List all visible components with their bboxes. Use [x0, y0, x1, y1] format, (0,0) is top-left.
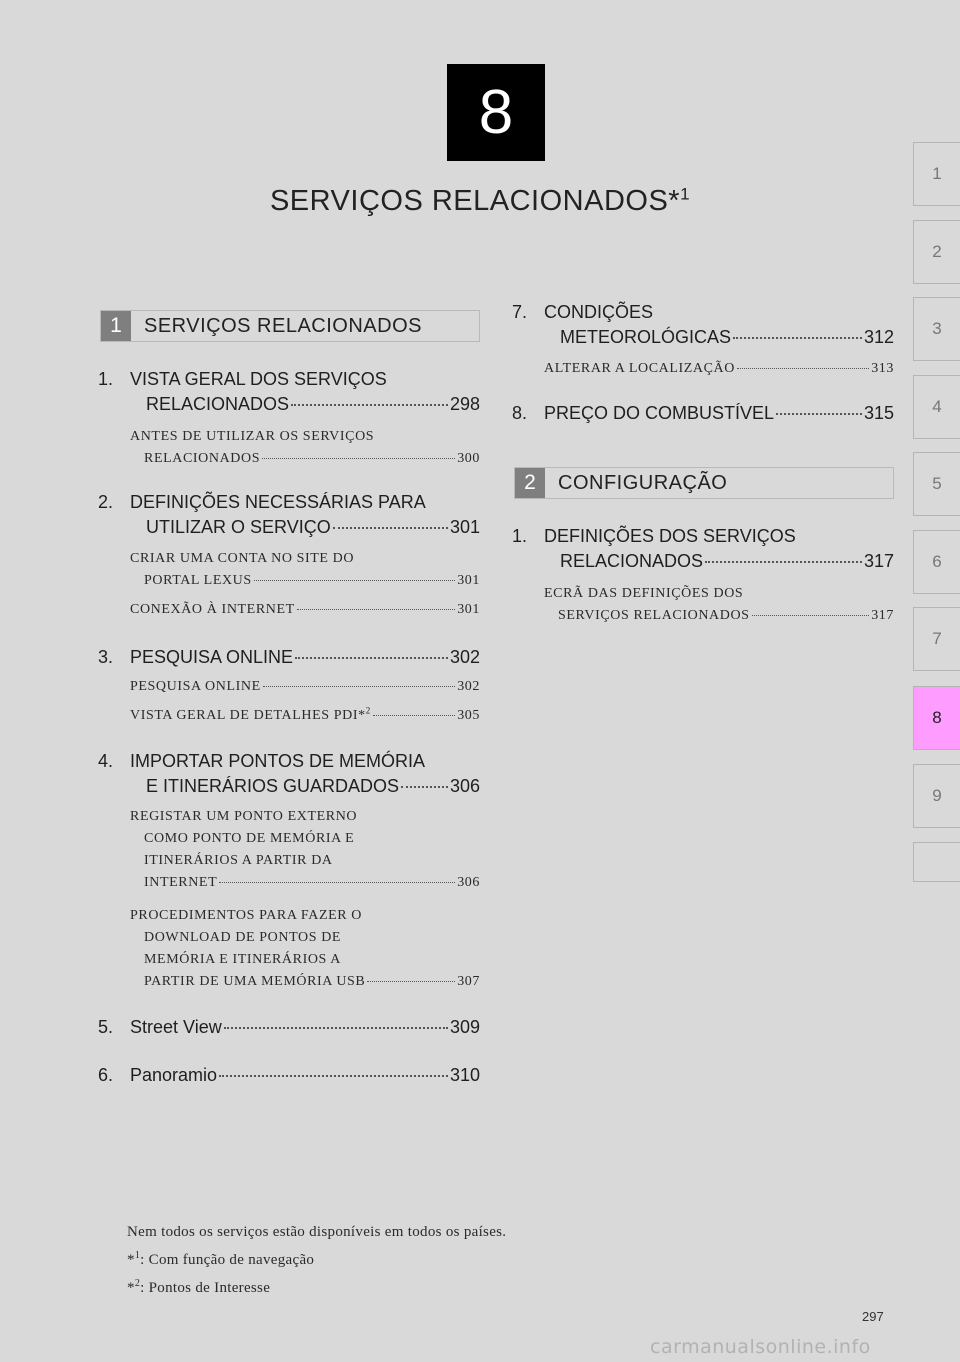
availability-note: Nem todos os serviços estão disponíveis em todos os países.	[127, 1224, 507, 1240]
leader-dots	[219, 882, 455, 883]
leader-dots	[224, 1027, 448, 1029]
leader-dots	[367, 981, 455, 982]
toc-entry[interactable]: 4. IMPORTAR PONTOS DE MEMÓRIA E ITINERÁRIOS GUARDADOS 306	[98, 749, 480, 799]
tab-3[interactable]: 3	[913, 297, 960, 361]
tab-blank	[913, 842, 960, 882]
toc-entry[interactable]: 5. Street View 309	[98, 1015, 480, 1040]
toc-subentry[interactable]: CONEXÃO À INTERNET 301	[130, 602, 480, 617]
leader-dots	[776, 413, 862, 415]
toc-entry[interactable]: 6. Panoramio 310	[98, 1063, 480, 1088]
toc-page: 310	[449, 1065, 480, 1085]
toc-subentry[interactable]: CRIAR UMA CONTA NO SITE DO PORTAL LEXUS 301	[130, 551, 480, 588]
section-header-2	[514, 467, 894, 499]
footnote-2: *$^2$: Pontos de Interesse	[127, 1278, 271, 1296]
toc-page: 306	[449, 776, 480, 796]
leader-dots	[295, 657, 448, 659]
leader-dots	[263, 686, 455, 687]
toc-subentry[interactable]: ALTERAR A LOCALIZAÇÃO 313	[544, 361, 894, 376]
section-header-1	[100, 310, 480, 342]
leader-dots	[254, 580, 455, 581]
toc-page: 312	[863, 327, 894, 347]
section-label: CONFIGURAÇÃO	[558, 471, 728, 494]
leader-dots	[219, 1075, 448, 1077]
toc-subentry[interactable]: PESQUISA ONLINE 302	[130, 679, 480, 694]
tab-7[interactable]: 7	[913, 607, 960, 671]
toc-page: 315	[863, 403, 894, 423]
toc-page: 298	[449, 394, 480, 414]
toc-entry[interactable]: 2. DEFINIÇÕES NECESSÁRIAS PARA UTILIZAR O SERVIÇO 301	[98, 490, 480, 540]
leader-dots	[401, 786, 448, 788]
toc-entry[interactable]: 7. CONDIÇÕES METEOROLÓGICAS 312	[512, 300, 894, 350]
leader-dots	[733, 337, 862, 339]
tab-5[interactable]: 5	[913, 452, 960, 516]
footnote-1: *$^1$: Com função de navegação	[127, 1250, 315, 1268]
leader-dots	[333, 527, 448, 529]
tab-2[interactable]: 2	[913, 220, 960, 284]
page-number: 297	[862, 1309, 884, 1324]
leader-dots	[262, 458, 455, 459]
watermark: carmanualsonline.info	[650, 1336, 871, 1358]
toc-subentry[interactable]: VISTA GERAL DE DETALHES PDI*$^2$ 305	[130, 705, 480, 723]
section-number: 1	[101, 311, 131, 341]
toc-entry[interactable]: 1. DEFINIÇÕES DOS SERVIÇOS RELACIONADOS 317	[512, 524, 894, 574]
tab-8[interactable]: 8	[913, 686, 960, 750]
toc-page: 302	[449, 647, 480, 667]
toc-entry[interactable]: 8. PREÇO DO COMBUSTÍVEL 315	[512, 401, 894, 426]
toc-page: 301	[449, 517, 480, 537]
leader-dots	[752, 615, 870, 616]
tab-9[interactable]: 9	[913, 764, 960, 828]
leader-dots	[705, 561, 862, 563]
leader-dots	[737, 368, 869, 369]
chapter-number-box	[447, 64, 545, 161]
tab-4[interactable]: 4	[913, 375, 960, 439]
toc-page: 317	[863, 551, 894, 571]
section-number: 2	[515, 468, 545, 498]
footnotes	[127, 1218, 506, 1302]
toc-page: 309	[449, 1017, 480, 1037]
tab-1[interactable]: 1	[913, 142, 960, 206]
toc-subentry[interactable]: REGISTAR UM PONTO EXTERNO COMO PONTO DE MEMÓRIA E ITINERÁRIOS A PARTIR DA INTERNET 306	[130, 809, 480, 890]
toc-subentry[interactable]: ECRÃ DAS DEFINIÇÕES DOS SERVIÇOS RELACIONADOS 317	[544, 586, 894, 623]
leader-dots	[291, 404, 448, 406]
tab-6[interactable]: 6	[913, 530, 960, 594]
chapter-number: 8	[478, 78, 514, 147]
toc-entry[interactable]: 3. PESQUISA ONLINE 302	[98, 645, 480, 670]
leader-dots	[373, 715, 455, 716]
chapter-title: SERVIÇOS RELACIONADOS*$^1$	[269, 184, 691, 217]
section-label: SERVIÇOS RELACIONADOS	[144, 314, 422, 337]
toc-subentry[interactable]: PROCEDIMENTOS PARA FAZER O DOWNLOAD DE PONTOS DE MEMÓRIA E ITINERÁRIOS A PARTIR DE UMA MEMÓRIA USB 307	[130, 908, 480, 989]
leader-dots	[297, 609, 455, 610]
toc-subentry[interactable]: ANTES DE UTILIZAR OS SERVIÇOS RELACIONADOS 300	[130, 429, 480, 466]
chapter-title-footnote: 1	[680, 184, 691, 204]
toc-entry[interactable]: 1. VISTA GERAL DOS SERVIÇOS RELACIONADOS 298	[98, 367, 480, 417]
